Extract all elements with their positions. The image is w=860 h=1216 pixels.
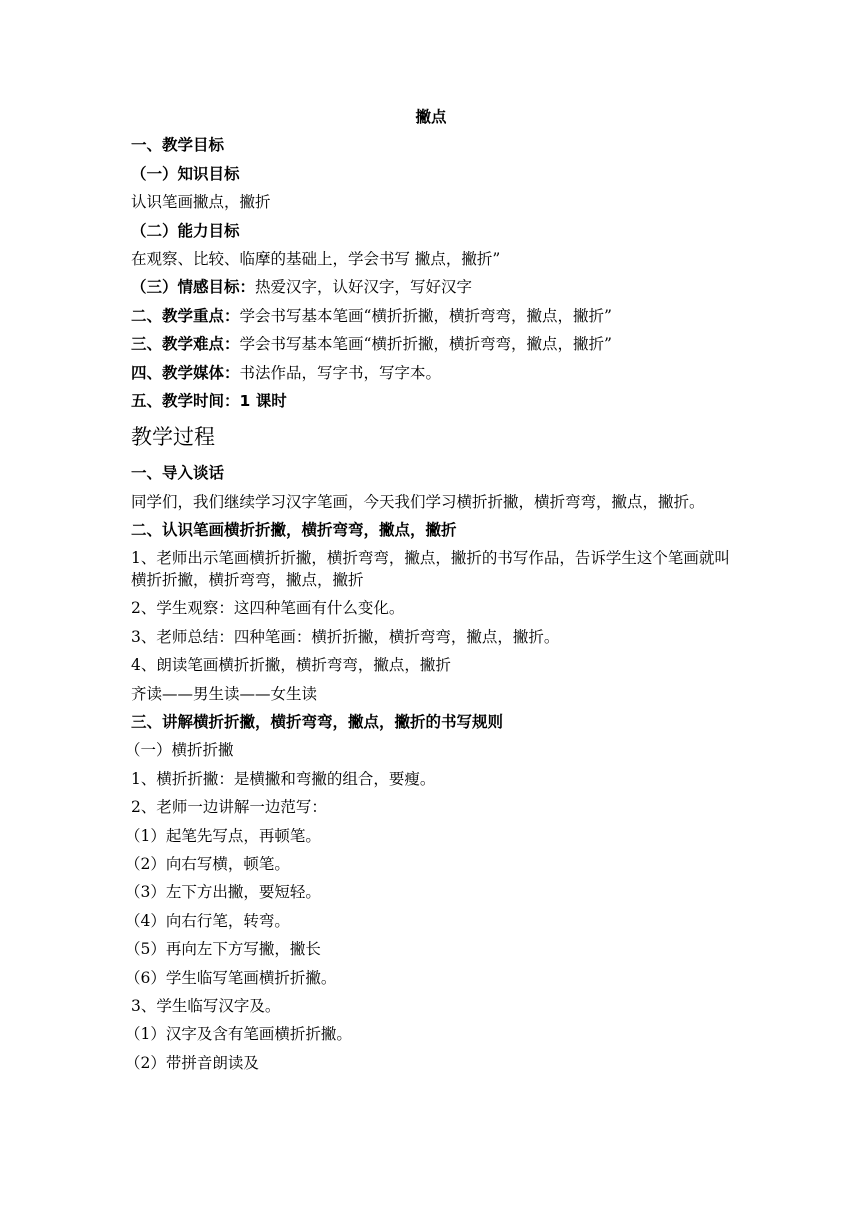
time-text: 1 课时 — [239, 392, 287, 411]
section3-heading: 三、讲解横折折撇，横折弯弯，撇点，撇折的书写规则 — [131, 712, 504, 731]
media-line — [131, 359, 731, 387]
section3-step5: （5）再向左下方写撇，撇长 — [125, 940, 321, 959]
section2-item2: 2、学生观察：这四种笔画有什么变化。 — [131, 599, 405, 618]
section1-heading: 一、导入谈话 — [131, 464, 225, 483]
section2-item3: 3、老师总结：四种笔画：横折折撇，横折弯弯，撇点，撇折。 — [131, 627, 560, 646]
media-text: 书法作品，写字书，写字本。 — [239, 363, 442, 382]
key-point-line — [131, 302, 731, 330]
section2-item5: 齐读——男生读——女生读 — [131, 684, 318, 703]
document-body — [125, 103, 731, 1077]
section2-item1: 1、老师出示笔画横折折撇，横折弯弯，撇点，撇折的书写作品，告诉学生这个笔画就叫横折折撇，横折弯弯，撇点，撇折 — [131, 549, 730, 590]
section3-item2: 2、老师一边讲解一边范写： — [131, 798, 327, 817]
document-title: 撇点 — [415, 108, 447, 126]
time-line — [131, 387, 731, 415]
section3-step6: （6）学生临写笔画横折折撇。 — [125, 968, 337, 987]
difficulty-line — [131, 330, 731, 358]
key-point-label: 二、教学重点： — [131, 306, 240, 325]
section2-item4: 4、朗读笔画横折折撇，横折弯弯，撇点，撇折 — [131, 656, 451, 675]
time-label: 五、教学时间： — [131, 392, 240, 411]
knowledge-heading: （一）知识目标 — [131, 164, 240, 183]
process-title: 教学过程 — [131, 425, 215, 450]
section1-text: 同学们，我们继续学习汉字笔画，今天我们学习横折折撇，横折弯弯，撇点，撇折。 — [131, 492, 705, 511]
section3-item1: 1、横折折撇：是横撇和弯撇的组合，要瘦。 — [131, 769, 436, 788]
section3-step2: （2）向右写横，顿笔。 — [125, 854, 290, 873]
emotion-line — [131, 273, 731, 301]
section3-step3: （3）左下方出撇，要短轻。 — [125, 883, 321, 902]
section3-step1: （1）起笔先写点，再顿笔。 — [125, 826, 321, 845]
section3-step4: （4）向右行笔，转弯。 — [125, 911, 290, 930]
difficulty-label: 三、教学难点： — [131, 335, 240, 354]
ability-text: 在观察、比较、临摩的基础上，学会书写 撇点，撇折” — [131, 250, 501, 269]
ability-heading: （二）能力目标 — [131, 221, 240, 240]
section3-sub1: （一）横折折撇 — [125, 741, 234, 760]
emotion-text: 热爱汉字，认好汉字，写好汉字 — [255, 278, 473, 297]
objectives-heading: 一、教学目标 — [131, 136, 225, 155]
section3-sub-step2: （2）带拼音朗读及 — [125, 1053, 259, 1072]
section2-heading: 二、认识笔画横折折撇，横折弯弯，撇点，撇折 — [131, 520, 457, 539]
difficulty-text: 学会书写基本笔画“横折折撇，横折弯弯，撇点，撇折” — [239, 335, 612, 354]
knowledge-text: 认识笔画撇点，撇折 — [131, 193, 271, 212]
media-label: 四、教学媒体： — [131, 363, 240, 382]
key-point-text: 学会书写基本笔画“横折折撇，横折弯弯，撇点，撇折” — [239, 306, 612, 325]
section3-sub-step1: （1）汉字及含有笔画横折折撇。 — [125, 1025, 352, 1044]
emotion-label: （三）情感目标： — [131, 278, 256, 297]
section3-item3: 3、学生临写汉字及。 — [131, 996, 281, 1015]
